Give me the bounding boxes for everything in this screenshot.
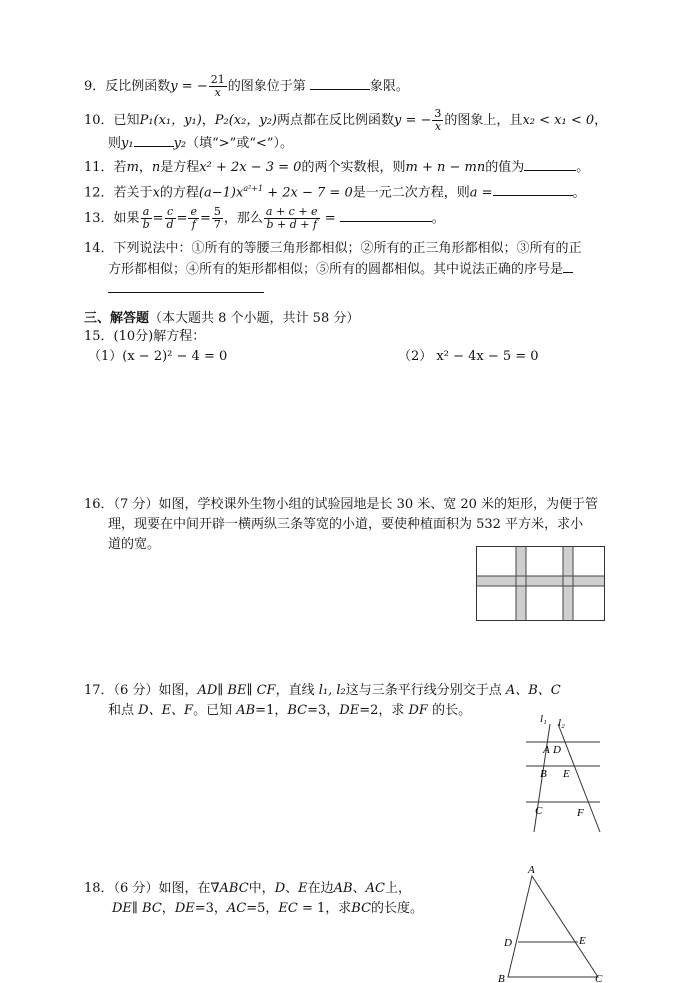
q13-frac-5-num: a + c + e [265,205,318,218]
question-15-part-1 [88,348,227,366]
q18-d: D [274,881,286,896]
label-l1: l₁ [540,713,547,725]
q18-comma: ， [161,901,175,916]
vertex-E: E [579,935,586,947]
q13-frac-1 [141,206,152,231]
label-A: A [543,744,550,756]
path-vertical-left [516,547,526,620]
q11-text-c: 的两个实数根，则 [301,160,406,175]
q13-frac-2-num: c [165,206,176,219]
q12-var-a: a = [469,185,493,201]
q13-frac-3 [188,206,199,231]
q17-tail: 的长。 [427,703,472,718]
triangle-abc [508,876,598,977]
q13-frac-5 [264,206,320,231]
q10-point-2: P₂(x₂，y₂) [214,113,277,128]
q17-bc: BC [287,703,308,718]
q9-text-c: 象限。 [369,79,409,94]
q18-on: 上， [384,881,411,896]
q18-text-c: 中， [248,881,275,896]
q16-line-3: 道的宽。 [108,537,161,552]
q13-frac-1-num: a [141,206,152,219]
q18-ac: AC [365,881,385,896]
q15-part-2: （2） x² − 4x − 5 = 0 [398,349,539,364]
q10-fraction [432,108,443,133]
q9-fraction [209,74,227,99]
q13-frac-3-den: f [191,218,196,231]
q13-frac-5-den: b + d + f [266,218,318,231]
question-14-line-2 [108,260,573,279]
q18-ac-2: AC [226,901,247,916]
q13-text-a: 如果 [113,211,140,226]
q17-points-def: D、E、F [138,703,194,718]
q11-var-n: n [151,160,161,175]
q10-then: 则 [108,136,122,151]
q13-answer-blank[interactable] [340,209,432,222]
q9-frac-num: 21 [210,73,225,86]
q17-and-points: 和点 [108,703,139,718]
label-E: E [563,768,570,780]
question-16-line-3 [108,536,160,554]
path-vertical-right [563,547,573,620]
q18-e: E [298,881,308,896]
q12-eq-rest: + 2x − 7 = 0 [263,185,353,201]
question-10-line-2 [108,134,293,153]
question-17-line-2 [108,702,471,720]
q11-text-a: 若 [113,160,127,175]
q17-ab-val: =1， [255,703,288,718]
q18-ac-val: =5， [246,901,279,916]
question-11 [84,158,589,177]
q18-on-side: 在边 [307,881,334,896]
question-18-line-2 [112,900,423,918]
label-B: B [540,768,547,780]
q12-text-a: 若关于 [113,185,153,201]
q12-text-b: 的方程 [159,185,199,201]
question-18-line-1 [84,880,411,898]
q9-frac-den: x [214,86,221,99]
q18-text-a: 18．（6 分）如图，在 [84,881,211,896]
section-3-header [84,310,359,328]
q10-number: 10． [84,113,114,128]
q12-answer-blank[interactable] [493,183,573,196]
q16-line-2: 理，现要在中间开辟一横两纵三条等宽的小道，要使种植面积为 532 平方米，求小 [108,517,584,532]
q12-number: 12． [84,185,114,201]
q14-answer-blank-start[interactable] [563,260,573,273]
q15-part-1: （1）(x − 2)² − 4 = 0 [88,349,228,364]
question-14 [84,240,582,258]
q12-text-e: 。 [572,185,586,201]
q17-text-a: 17．（6 分）如图， [84,683,198,698]
q11-text-b: 是方程 [160,160,200,175]
q18-sep-2: 、 [352,881,366,896]
q17-df: DF [408,703,428,718]
question-15-part-2 [398,348,539,366]
q10-y2: y₂ [173,136,187,151]
q17-text-c: ，直线 [275,683,319,698]
q13-frac-2 [165,206,176,231]
question-16-line-1 [84,496,598,514]
q10-frac-num: 3 [434,107,442,120]
q13-eq: = [320,211,340,226]
q17-ab: AB [236,703,256,718]
q11-text-e: 。 [576,160,590,175]
q9-eq: = − [177,79,208,94]
question-13: 13．如果 $\frac{a}{b}$ = $\frac{c}{d}$ = $\frac{e}{f}$ = $\frac{5}{7}$ ，那么 $\frac{a + c + e}{b + d + f}$ = 。 [84,205,445,231]
q10-text-e: ， [594,113,608,128]
label-F: F [577,807,584,819]
label-C: C [535,805,543,817]
q11-answer-blank[interactable] [524,158,576,171]
q17-bc-val: =3， [307,703,340,718]
q13-text-b: ，那么 [223,211,263,226]
q15-header: 15．(10分)解方程： [84,329,206,344]
q11-sep: ， [138,160,152,175]
label-D: D [553,744,561,756]
q14-line-2: 方形都相似；④所有的矩形都相似；⑤所有的圆都相似。其中说法正确的序号是 [108,262,564,277]
q17-de-val: =2，求 [359,703,409,718]
q9-var-y: y [170,79,178,94]
q16-line-1: 16．（7 分）如图，学校课外生物小组的试验园地是长 30 米、宽 20 米的矩形，为便于管 [84,497,599,512]
q18-de-val: =3， [194,901,227,916]
q11-var-m: m [126,160,139,175]
q10-text-c: 两点都在反比例函数 [276,113,394,128]
q18-de-parallel-bc: DE∥ BC [112,901,162,916]
q10-text-d: 的图象上，且 [444,113,523,128]
q18-ab: AB [333,881,353,896]
q14-number: 14． [84,241,114,256]
q13-frac-3-num: e [190,205,197,218]
vertex-D: D [504,937,512,949]
q14-answer-blank[interactable] [108,280,264,293]
q11-number: 11． [84,160,114,175]
q9-text-b: 的图象位于第 [227,79,306,94]
q17-given: 。已知 [193,703,237,718]
q18-tail: 的长度。 [371,901,424,916]
q17-points-abc: A、B、C [505,683,561,698]
section-3-note: （本大题共 8 个小题，共计 58 分） [149,311,360,326]
path-horizontal [477,576,604,586]
q12-text-c: 是一元二次方程，则 [352,185,470,201]
q11-expression: m + n − mn [405,160,486,175]
q9-answer-blank[interactable] [310,77,370,90]
q10-text-a: 已知 [113,113,140,128]
q13-frac-1-den: b [142,218,150,231]
q13-number: 13． [84,211,114,226]
q18-de: DE [174,901,195,916]
question-10 [84,108,607,133]
q18-sep: 、 [285,881,299,896]
triangle-figure [494,862,610,983]
q12-eq-exponent: a²+1 [243,184,264,193]
q10-answer-blank[interactable] [134,134,174,147]
vertex-C: C [595,973,603,983]
q12-var-x: x [152,185,160,201]
q10-frac-den: x [434,120,442,133]
q17-lines: l₁, l₂ [318,683,346,698]
q17-parallels: AD∥ BE∥ CF [197,683,276,698]
q10-y1: y₁ [121,136,134,151]
q13-frac-4-num: 5 [213,205,221,218]
q10-sep: ， [201,113,215,128]
q17-de: DE [339,703,360,718]
q10-inequality: x₂ < x₁ < 0 [522,113,595,128]
q11-equation: x² + 2x − 3 = 0 [199,160,302,175]
parallel-lines-figure [518,706,610,834]
q11-text-d: 的值为 [485,160,525,175]
garden-figure [476,546,606,622]
vertex-A: A [528,864,535,876]
q18-bc: BC [351,901,372,916]
question-17-line-1 [84,682,561,700]
q9-text-a: 反比例函数 [105,79,171,94]
q10-point-1: P₁(x₁，y₁) [139,113,202,128]
question-16-line-2 [108,516,583,534]
q13-frac-4 [212,206,223,231]
question-9 [84,74,409,99]
q13-frac-2-den: d [166,218,174,231]
q13-text-e: 。 [431,211,445,226]
q13-frac-4-den: 7 [213,218,221,231]
q18-ec-val: = 1，求 [297,901,352,916]
label-l2: l₂ [558,717,565,729]
q10-hint: （填“>”或“<”）。 [186,136,294,151]
q12-eq-base: (a−1)x [198,185,244,201]
q9-number: 9． [84,79,106,94]
q10-var-y: y [394,113,402,128]
section-3-title: 三、解答题 [84,311,150,326]
q18-ec: EC [278,901,298,916]
question-12 [84,180,586,202]
q17-text-e: 这与三条平行线分别交于点 [345,683,506,698]
question-15 [84,328,205,346]
q18-triangle: ∇ABC [210,881,249,896]
q14-line-1: 下列说法中：①所有的等腰三角形都相似；②所有的正三角形都相似；③所有的正 [113,241,582,256]
vertex-B: B [498,973,505,983]
q10-eq: = − [401,113,432,128]
